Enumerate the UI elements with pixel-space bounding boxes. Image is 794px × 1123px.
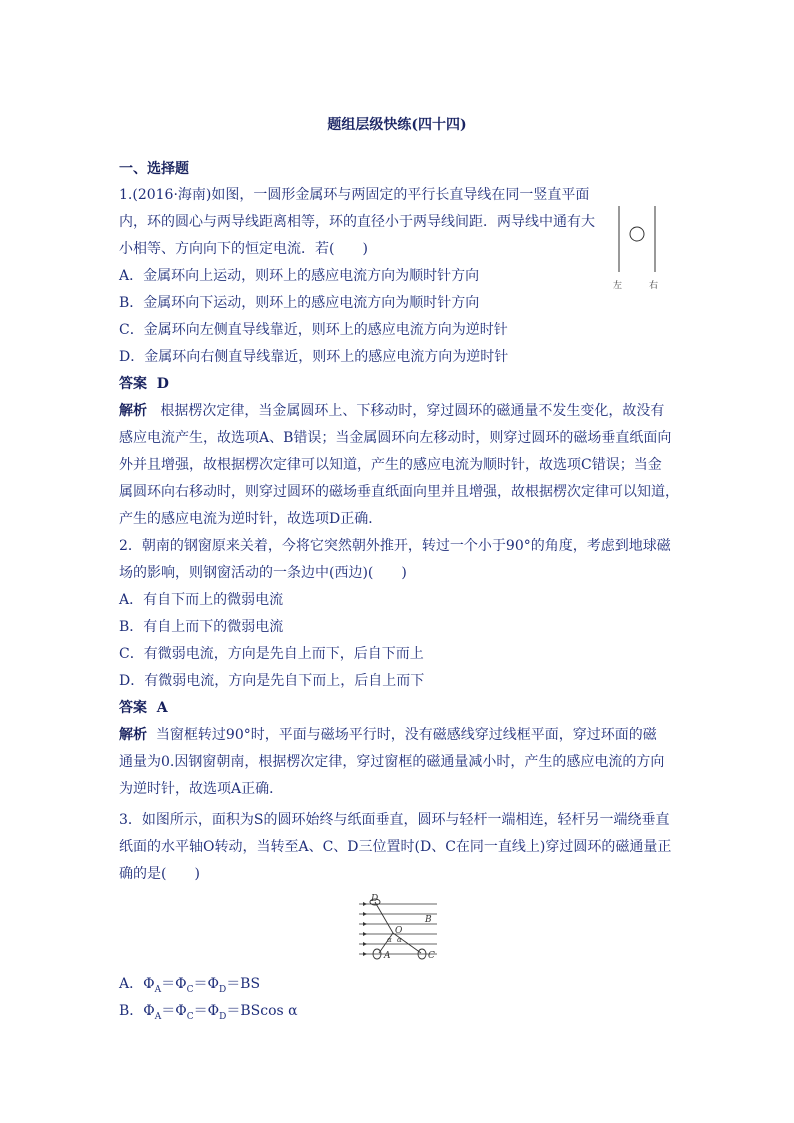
analysis-label: 解析 (119, 727, 147, 743)
q2-option-c: C．有微弱电流，方向是先自上而下，后自下而上 (119, 646, 424, 662)
q2-stem-line-1: 2．朝南的钢窗原来关着，今将它突然朝外推开，转过一个小于90°的角度，考虑到地球磁 (119, 538, 671, 554)
q1-option-c: C．金属环向左侧直导线靠近，则环上的感应电流方向为逆时针 (119, 322, 508, 338)
q2-analysis-line-2: 通量为0.因钢窗朝南，根据楞次定律，穿过窗框的磁通量减小时，产生的感应电流的方向 (119, 754, 665, 770)
q2-option-d: D．有微弱电流，方向是先自下而上，后自上而下 (119, 673, 425, 689)
q1-analysis-line-2: 感应电流产生，故选项A、B错误；当金属圆环向左移动时，则穿过圆环的磁场垂直纸面向 (119, 430, 672, 446)
q2-option-b: B．有自上而下的微弱电流 (119, 619, 284, 635)
q1-stem-line-1: 1.(2016·海南)如图，一圆形金属环与两固定的平行长直导线在同一竖直平面 (119, 187, 590, 203)
q1-stem-line-3: 小相等、方向向下的恒定电流．若( ) (119, 241, 368, 257)
analysis-label: 解析 (119, 403, 147, 419)
answer-label: 答案 (119, 376, 147, 392)
option-prefix: B． (119, 1003, 144, 1019)
q3-stem-line-1: 3．如图所示，面积为S的圆环始终与纸面垂直，圆环与轻杆一端相连，轻杆另一端绕垂直 (119, 812, 670, 828)
q1-analysis-line-3: 外并且增强，故根据楞次定律可以知道，产生的感应电流为顺时针，故选项C错误；当金 (119, 457, 662, 473)
subscript-d: D (218, 984, 227, 995)
q1-option-d: D．金属环向右侧直导线靠近，则环上的感应电流方向为逆时针 (119, 349, 509, 365)
label-c: C (428, 951, 435, 961)
label-alpha-2: α (397, 936, 402, 944)
equals-phi: ＝Φ (193, 1003, 220, 1019)
option-value: ＝BScos α (226, 1003, 298, 1019)
q1-analysis-line-5: 产生的感应电流为逆时针，故选项D正确． (119, 511, 383, 527)
equals-phi: ＝Φ (161, 1003, 187, 1019)
option-value: ＝BS (226, 976, 261, 992)
q1-analysis-line-1 (119, 402, 664, 420)
subscript-d: D (219, 1011, 227, 1022)
q3-figure (355, 892, 441, 964)
field-arrowheads (363, 902, 367, 956)
subscript-c: C (186, 1011, 194, 1022)
phi-symbol: Φ (143, 976, 155, 992)
q2-answer (119, 699, 168, 717)
analysis-text: 当窗框转过90°时，平面与磁场平行时，没有磁感线穿过线框平面，穿过环面的磁 (155, 727, 657, 743)
q2-stem-line-2: 场的影响，则钢窗活动的一条边中(西边)( ) (119, 565, 407, 581)
q3-stem-line-2: 纸面的水平轴O转动，当转至A、C、D三位置时(D、C在同一直线上)穿过圆环的磁通量正 (119, 839, 672, 855)
q3-stem-line-3: 确的是( ) (119, 866, 200, 882)
q3-option-a (119, 975, 260, 999)
left-label: 左 (613, 281, 623, 291)
label-d: D (371, 894, 379, 904)
q3-option-b (119, 1002, 298, 1026)
q2-option-a: A．有自下而上的微弱电流 (119, 592, 284, 608)
subscript-a: A (154, 1011, 162, 1022)
analysis-text: 根据楞次定律，当金属圆环上、下移动时，穿过圆环的磁通量不发生变化，故没有 (160, 403, 665, 419)
label-alpha-1: α (387, 936, 392, 944)
page-title: 题组层级快练(四十四) (327, 117, 467, 133)
section-heading: 一、选择题 (119, 161, 189, 177)
equals-phi: ＝Φ (161, 976, 187, 992)
q1-figure (608, 200, 668, 292)
q2-analysis-line-3: 为逆时针，故选项A正确． (119, 781, 284, 797)
phi-symbol: Φ (143, 1003, 155, 1019)
q1-option-b: B．金属环向下运动，则环上的感应电流方向为顺时针方向 (119, 295, 480, 311)
label-o: O (395, 926, 403, 936)
q1-option-a: A．金属环向上运动，则环上的感应电流方向为顺时针方向 (119, 268, 480, 284)
q1-analysis-line-4: 属圆环向右移动时，则穿过圆环的磁场垂直纸面向里并且增强，故根据楞次定律可以知道， (119, 484, 679, 500)
q2-analysis-line-1 (119, 726, 657, 744)
label-a: A (384, 951, 391, 961)
q1-stem-line-2: 内，环的圆心与两导线距离相等，环的直径小于两导线间距．两导线中通有大 (119, 214, 595, 230)
label-b: B (425, 915, 432, 925)
equals-phi: ＝Φ (193, 976, 219, 992)
subscript-a: A (154, 984, 162, 995)
answer-value: A (156, 700, 168, 716)
metal-ring (630, 227, 644, 241)
q1-answer (119, 375, 169, 393)
answer-label: 答案 (119, 700, 147, 716)
subscript-c: C (186, 984, 194, 995)
right-label: 右 (649, 281, 659, 291)
rod-to-d (375, 902, 393, 933)
answer-value: D (156, 376, 169, 392)
option-prefix: A． (119, 976, 144, 992)
